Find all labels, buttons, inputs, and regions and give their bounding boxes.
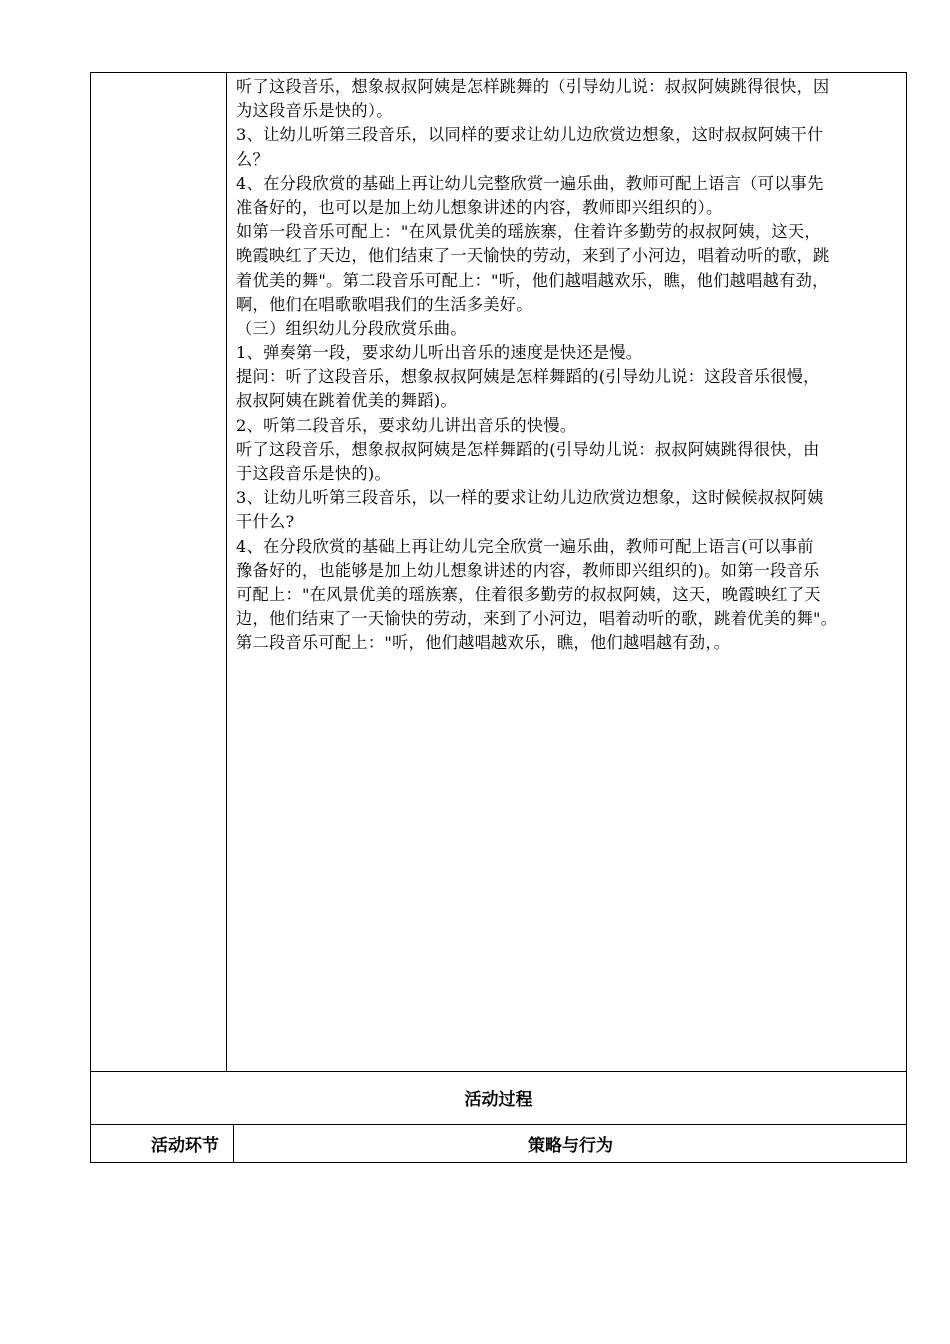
content-table [90,72,907,1072]
text-line: 晚霞映红了天边，他们结束了一天愉快的劳动，来到了小河边，唱着动听的歌，跳 [236,246,830,266]
text-line: 3、让幼儿听第三段音乐，以一样的要求让幼儿边欣赏边想象，这时候候叔叔阿姨 [236,488,824,508]
text-line: 3、让幼儿听第三段音乐，以同样的要求让幼儿边欣赏边想象，这时叔叔阿姨干什 [236,125,824,145]
text-line: 于这段音乐是快的)。 [236,464,392,483]
strategy-header-label: 策略与行为 [528,1136,613,1156]
text-line: 听了这段音乐，想象叔叔阿姨是怎样舞蹈的(引导幼儿说：叔叔阿姨跳得很快，由 [236,439,820,459]
text-line: 4、在分段欣赏的基础上再让幼儿完全欣赏一遍乐曲，教师可配上语言(可以事前 [236,536,814,556]
text-line: 干什么? [236,512,295,532]
text-line: 1、弹奏第一段，要求幼儿听出音乐的速度是快还是慢。 [236,343,643,363]
text-line: 豫备好的，也能够是加上幼儿想象讲述的内容，教师即兴组织的)。如第一段音乐 [236,560,820,580]
text-line: 第二段音乐可配上："听，他们越唱越欢乐，瞧，他们越唱越有劲，。 [236,633,731,653]
text-line: 为这段音乐是快的）。 [236,101,393,121]
text-line: 着优美的舞"。第二段音乐可配上："听，他们越唱越欢乐，瞧，他们越唱越有劲， [236,270,829,290]
text-line: 4、在分段欣赏的基础上再让幼儿完整欣赏一遍乐曲，教师可配上语言（可以事先 [236,173,824,193]
text-line: 提问：听了这段音乐，想象叔叔阿姨是怎样舞蹈的(引导幼儿说：这段音乐很慢， [236,367,820,387]
text-line: 边，他们结束了一天愉快的劳动，来到了小河边，唱着动听的歌，跳着优美的舞"。 [236,609,838,629]
table-header-row [90,1124,907,1163]
stage-column-header [91,1125,234,1162]
text-line: 可配上："在风景优美的瑶族寨，住着很多勤劳的叔叔阿姨，这天，晚霞映红了天 [236,584,821,604]
text-line: 么？ [236,149,269,169]
text-line: 听了这段音乐，想象叔叔阿姨是怎样跳舞的（引导幼儿说：叔叔阿姨跳得很快，因 [236,77,830,96]
text-line: （三）组织幼儿分段欣赏乐曲。 [236,318,467,338]
text-line: 叔叔阿姨在跳着优美的舞蹈)。 [236,391,457,411]
strategy-column-header [235,1125,906,1162]
text-line: 2、听第二段音乐，要求幼儿讲出音乐的快慢。 [236,415,577,435]
stage-header-label: 活动环节 [151,1136,219,1156]
table-content-cell [228,73,906,1071]
table-left-column [91,73,227,1071]
text-line: 啊，他们在唱歌歌唱我们的生活多美好。 [236,294,533,314]
text-line: 准备好的，也可以是加上幼儿想象讲述的内容，教师即兴组织的）。 [236,197,723,217]
text-line: 如第一段音乐可配上："在风景优美的瑶族寨，住着许多勤劳的叔叔阿姨，这天， [236,222,821,242]
process-header: 活动过程 [90,1071,907,1125]
